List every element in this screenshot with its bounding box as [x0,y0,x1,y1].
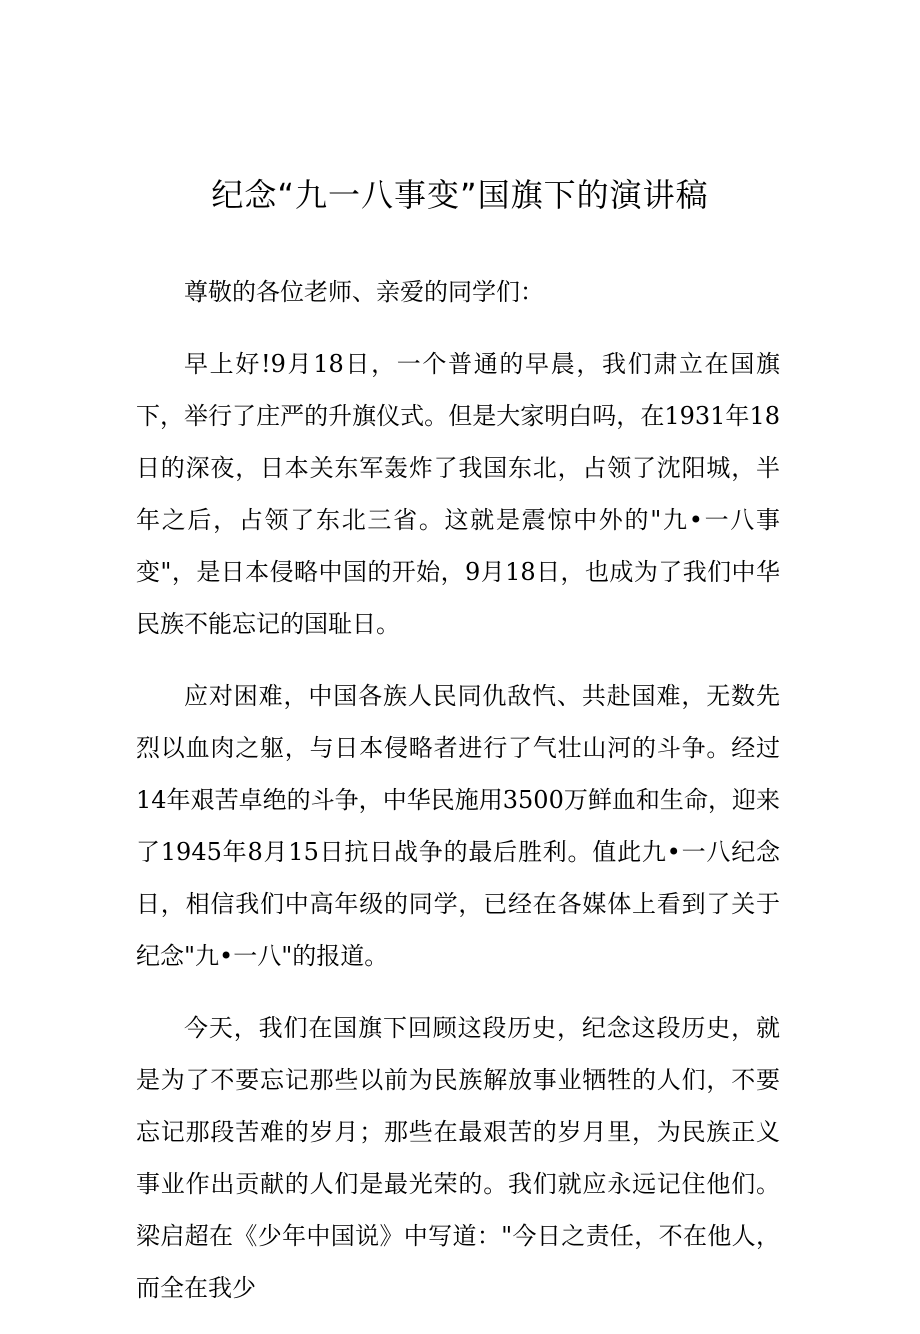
salutation-paragraph: 尊敬的各位老师、亲爱的同学们： [184,278,544,306]
document-title: 纪念“九一八事变”国旗下的演讲稿 [211,176,709,214]
body-paragraph-2: 应对困难，中国各族人民同仇敌忾、共赴国难，无数先烈以血肉之躯，与日本侵略者进行了气壮山河的斗争。经过14年艰苦卓绝的斗争，中华民施用3500万鲜血和生命，迎来了1945年8月15日抗日战争的最后胜利。值此九•一八纪念日，相信我们中高年级的同学，已经在各媒体上看到了关于纪念"九•一八"的报道。 [136,682,780,970]
document-body [136,266,780,1334]
body-paragraph-3: 今天，我们在国旗下回顾这段历史，纪念这段历史，就是为了不要忘记那些以前为民族解放事业牺牲的人们，不要忘记那段苦难的岁月；那些在最艰苦的岁月里，为民族正义事业作出贡献的人们是最光荣的。我们就应永远记住他们。梁启超在《少年中国说》中写道："今日之责任，不在他人，而全在我少 [136,1014,780,1302]
body-paragraph-1: 早上好!9月18日，一个普通的早晨，我们肃立在国旗下，举行了庄严的升旗仪式。但是大家明白吗，在1931年18日的深夜，日本关东军轰炸了我国东北，占领了沈阳城，半年之后，占领了东北三省。这就是震惊中外的"九•一八事变"，是日本侵略中国的开始，9月18日，也成为了我们中华民族不能忘记的国耻日。 [136,350,780,638]
